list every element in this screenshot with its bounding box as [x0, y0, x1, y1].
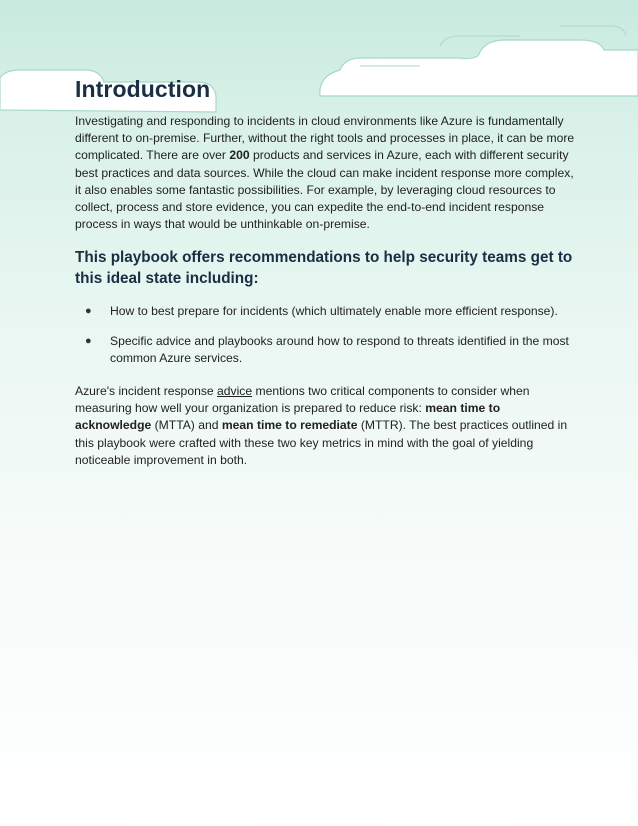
mttr-term: mean time to remediate	[221, 418, 358, 433]
recommendations-list	[75, 303, 575, 367]
mtta-term: mean time to acknowledge	[75, 401, 501, 433]
list-item: ● Specific advice and playbooks around how to respond to threats identified in the most common Azure services.	[85, 333, 569, 365]
products-count: 200	[229, 148, 250, 163]
closing-paragraph: Azure's incident response advice mentions two critical components to consider when measuring how well your organization is prepared to reduce risk: mean time to acknowledge (MTTA) and mean time to remediate (MTTR). The best practices outlined in this playbook were crafted with these two key metrics in mind with the goal of yielding noticeable improvement in both.	[75, 384, 568, 467]
bullet-icon: ●	[85, 334, 92, 347]
intro-paragraph: Investigating and responding to incidents in cloud environments like Azure is fundamentally different to on-premise. Further, without the right tools and processes in place, it can be more complicated. There are over 200 products and services in Azure, each with different security best practices and data sources. While the cloud can make incident response more complex, it also enables some fantastic possibilities. For example, by leveraging cloud resources to collect, process and store evidence, you can expedite the end-to-end incident response process in ways that would be unthinkable on-premise.	[75, 114, 575, 232]
advice-link[interactable]: advice	[217, 384, 253, 399]
bullet-icon: ●	[85, 305, 92, 318]
section-subheading: This playbook offers recommendations to help security teams get to this ideal state including:	[75, 249, 573, 288]
document-body	[75, 76, 575, 469]
list-item: ● How to best prepare for incidents (which ultimately enable more efficient response).	[75, 303, 575, 320]
page-title: Introduction	[75, 76, 211, 102]
